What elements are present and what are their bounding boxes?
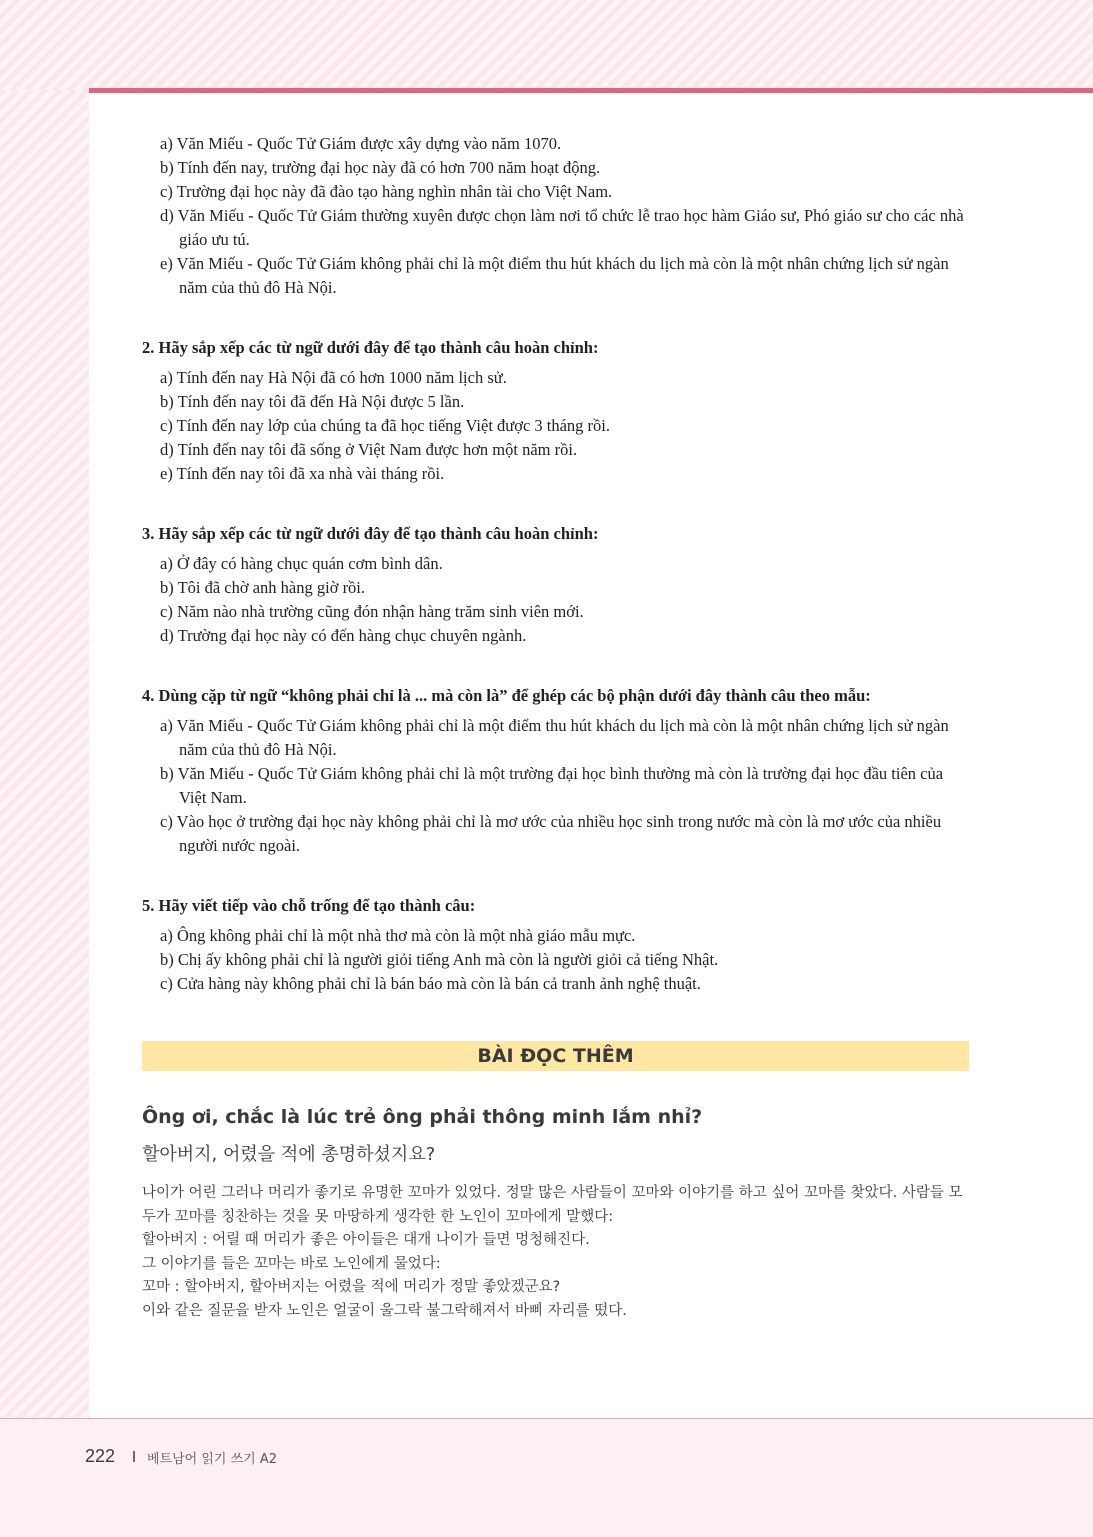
footer-separator (133, 1451, 135, 1462)
reading-paragraph: 이와 같은 질문을 받자 노인은 얼굴이 울그락 불그락해져서 바삐 자리를 떴다. (142, 1302, 627, 1319)
list-item: c) Trường đại học này đã đào tạo hàng nghìn nhân tài cho Việt Nam. (160, 182, 613, 201)
exercise-3-list (142, 552, 972, 648)
list-item: b) Văn Miếu - Quốc Tử Giám không phải chỉ là một trường đại học bình thường mà còn là trường đại học đầu tiên của Việt Nam. (160, 764, 944, 807)
list-item: b) Tính đến nay, trường đại học này đã có hơn 700 năm hoạt động. (160, 158, 601, 177)
list-item: b) Chị ấy không phải chỉ là người giỏi tiếng Anh mà còn là người giỏi cả tiếng Nhật. (160, 950, 719, 969)
reading-paragraph: 나이가 어린 그러나 머리가 좋기로 유명한 꼬마가 있었다. 정말 많은 사람들이 꼬마와 이야기를 하고 싶어 꼬마를 찾았다. 사람들 모두가 꼬마를 칭찬하는 것을 못 마땅하게 생각한 한 노인이 꼬마에게 말했다: (142, 1185, 963, 1225)
page-number: 222 (85, 1446, 116, 1466)
list-item: a) Văn Miếu - Quốc Tử Giám không phải chỉ là một điểm thu hút khách du lịch mà còn là một nhân chứng lịch sử ngàn năm của thủ đô Hà Nội. (160, 716, 949, 759)
list-item: c) Tính đến nay lớp của chúng ta đã học tiếng Việt được 3 tháng rồi. (160, 416, 611, 435)
list-item: a) Ở đây có hàng chục quán cơm bình dân. (160, 554, 443, 573)
list-item: e) Văn Miếu - Quốc Tử Giám không phải chỉ là một điểm thu hút khách du lịch mà còn là một nhân chứng lịch sử ngàn năm của thủ đô Hà Nội. (160, 254, 949, 297)
exercise-4-heading: 4. Dùng cặp từ ngữ “không phải chỉ là ... mà còn là” để ghép các bộ phận dưới đây thành câu theo mẫu: (142, 686, 871, 705)
top-accent-rule (89, 88, 1093, 93)
exercise-1-list (142, 132, 972, 300)
reading-paragraph: 할아버지 : 어릴 때 머리가 좋은 아이들은 대개 나이가 들면 멍청해진다. (142, 1232, 590, 1248)
reading-body (142, 1182, 972, 1323)
reading-paragraph: 그 이야기를 들은 꼬마는 바로 노인에게 물었다: (142, 1255, 441, 1272)
book-title: 베트남어 읽기 쓰기 A2 (147, 1452, 278, 1467)
list-item: e) Tính đến nay tôi đã xa nhà vài tháng rồi. (160, 464, 445, 483)
reading-title: Ông ơi, chắc là lúc trẻ ông phải thông minh lắm nhỉ? (142, 1106, 703, 1128)
exercise-2-heading: 2. Hãy sắp xếp các từ ngữ dưới đây để tạo thành câu hoàn chỉnh: (142, 338, 599, 357)
exercise-3-heading: 3. Hãy sắp xếp các từ ngữ dưới đây để tạo thành câu hoàn chỉnh: (142, 524, 599, 543)
list-item: b) Tính đến nay tôi đã đến Hà Nội được 5 lần. (160, 392, 465, 411)
exercises-content (142, 132, 972, 996)
footer-band (0, 1418, 1093, 1537)
list-item: d) Văn Miếu - Quốc Tử Giám thường xuyên được chọn làm nơi tổ chức lễ trao học hàm Giáo sư, Phó giáo sư cho các nhà giáo ưu tú. (160, 206, 964, 249)
reading-subtitle: 할아버지, 어렸을 적에 총명하셨지요? (142, 1144, 436, 1165)
exercise-4-list (142, 714, 972, 858)
list-item: a) Tính đến nay Hà Nội đã có hơn 1000 năm lịch sử. (160, 368, 507, 387)
exercise-5-list (142, 924, 972, 996)
top-stripe-decoration (0, 0, 1093, 90)
list-item: c) Vào học ở trường đại học này không phải chỉ là mơ ước của nhiều học sinh trong nước mà còn là mơ ước của nhiều người nước ngoài. (160, 812, 942, 855)
list-item: d) Trường đại học này có đến hàng chục chuyên ngành. (160, 626, 527, 645)
exercise-2-list (142, 366, 972, 486)
list-item: d) Tính đến nay tôi đã sống ở Việt Nam được hơn một năm rồi. (160, 440, 578, 459)
list-item: c) Cửa hàng này không phải chỉ là bán báo mà còn là bán cả tranh ảnh nghệ thuật. (160, 974, 701, 993)
list-item: b) Tôi đã chờ anh hàng giờ rồi. (160, 578, 366, 597)
list-item: c) Năm nào nhà trường cũng đón nhận hàng trăm sinh viên mới. (160, 602, 584, 621)
left-stripe-decoration (0, 90, 89, 1418)
exercise-5-heading: 5. Hãy viết tiếp vào chỗ trống để tạo thành câu: (142, 896, 476, 915)
reading-section-banner: BÀI ĐỌC THÊM (142, 1041, 969, 1071)
list-item: a) Văn Miếu - Quốc Tử Giám được xây dựng vào năm 1070. (160, 134, 562, 153)
reading-paragraph: 꼬마 : 할아버지, 할아버지는 어렸을 적에 머리가 정말 좋았겠군요? (142, 1279, 561, 1295)
list-item: a) Ông không phải chỉ là một nhà thơ mà còn là một nhà giáo mẫu mực. (160, 926, 636, 945)
